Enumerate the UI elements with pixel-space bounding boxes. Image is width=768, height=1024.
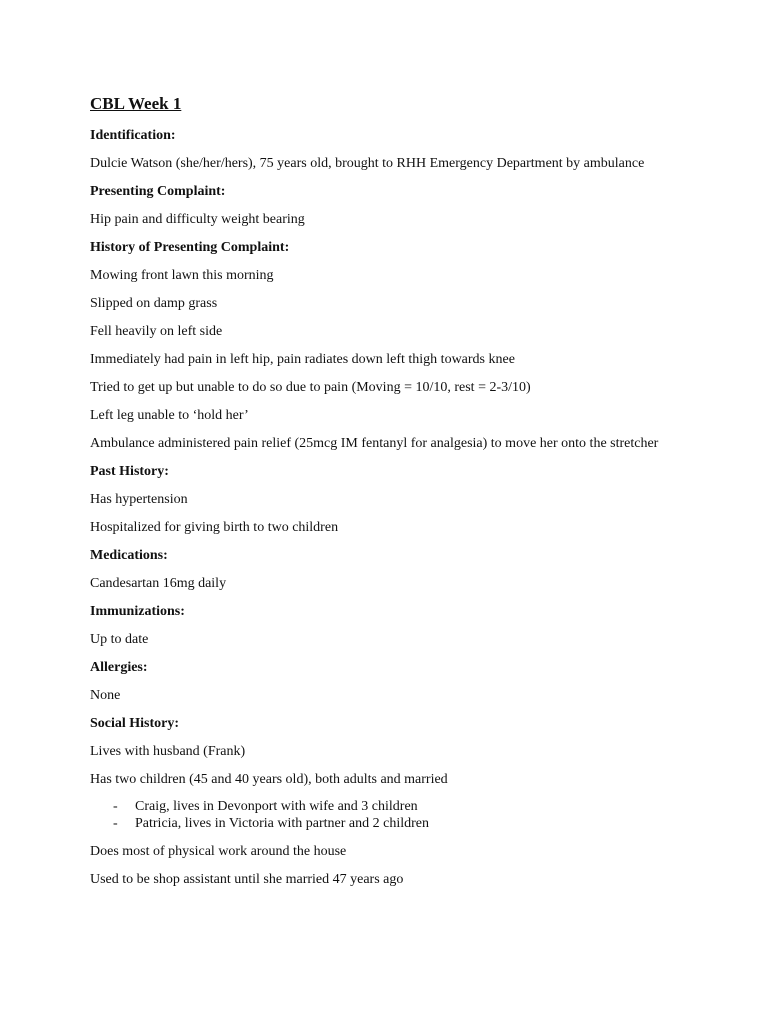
history-line: Slipped on damp grass: [90, 296, 218, 311]
social-history-line: Used to be shop assistant until she married 47 years ago: [90, 872, 404, 887]
child-entry: Craig, lives in Devonport with wife and 3 children: [135, 799, 418, 814]
social-history-heading: Social History:: [90, 716, 180, 731]
document-page: [90, 94, 690, 899]
medications-line: Candesartan 16mg daily: [90, 576, 227, 591]
social-history-line: Does most of physical work around the house: [90, 844, 347, 859]
allergies-line: None: [90, 688, 121, 703]
history-presenting-heading: History of Presenting Complaint:: [90, 240, 290, 255]
child-entry: Patricia, lives in Victoria with partner and 2 children: [135, 816, 429, 831]
past-history-heading: Past History:: [90, 464, 169, 479]
list-item: [90, 798, 690, 815]
history-line: Mowing front lawn this morning: [90, 268, 274, 283]
social-history-line: Lives with husband (Frank): [90, 744, 246, 759]
history-line: Ambulance administered pain relief (25mcg IM fentanyl for analgesia) to move her onto the stretcher: [90, 436, 659, 451]
list-marker: -: [113, 799, 118, 814]
identification-text: Dulcie Watson (she/her/hers), 75 years old, brought to RHH Emergency Department by ambulance: [90, 156, 645, 171]
history-line: Fell heavily on left side: [90, 324, 223, 339]
list-marker: -: [113, 816, 118, 831]
history-line: Left leg unable to ‘hold her’: [90, 408, 249, 423]
allergies-heading: Allergies:: [90, 660, 148, 675]
immunizations-heading: Immunizations:: [90, 604, 185, 619]
past-history-line: Hospitalized for giving birth to two children: [90, 520, 339, 535]
medications-heading: Medications:: [90, 548, 168, 563]
immunizations-line: Up to date: [90, 632, 149, 647]
children-list: [90, 798, 690, 832]
list-item: [90, 815, 690, 832]
history-line: Tried to get up but unable to do so due to pain (Moving = 10/10, rest = 2-3/10): [90, 380, 531, 395]
history-line: Immediately had pain in left hip, pain radiates down left thigh towards knee: [90, 352, 515, 367]
social-history-line: Has two children (45 and 40 years old), both adults and married: [90, 772, 448, 787]
presenting-complaint-heading: Presenting Complaint:: [90, 184, 226, 199]
identification-heading: Identification:: [90, 128, 176, 143]
document-title: CBL Week 1: [90, 94, 182, 113]
past-history-line: Has hypertension: [90, 492, 188, 507]
presenting-complaint-text: Hip pain and difficulty weight bearing: [90, 212, 305, 227]
